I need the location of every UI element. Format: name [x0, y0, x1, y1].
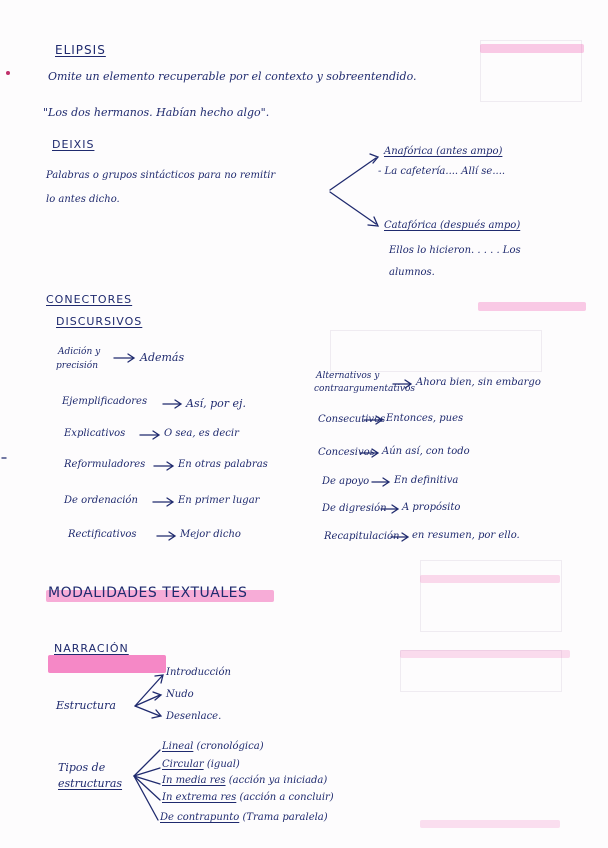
- tipo-note: (cronológica): [196, 741, 264, 752]
- tipo-note: (Trama paralela): [242, 812, 328, 823]
- connector-type: Ejemplificadores: [62, 396, 148, 407]
- connector-example: Mejor dicho: [180, 529, 241, 540]
- tipo-item: [162, 760, 240, 770]
- connector-example: En otras palabras: [178, 459, 268, 470]
- connector-example: Ahora bien, sin embargo: [416, 377, 541, 388]
- anaforica-title: Anafórica (antes ampo): [384, 146, 503, 157]
- modalidades-heading: MODALIDADES TEXTUALES: [48, 585, 248, 601]
- tipo-name: In media res: [162, 775, 226, 786]
- tipo-name: Circular: [162, 759, 204, 770]
- tipo-name: In extrema res: [162, 792, 237, 803]
- connector-type: De digresión: [322, 503, 387, 514]
- deixis-definition-line1: Palabras o grupos sintácticos para no remitir: [46, 170, 276, 181]
- elipsis-heading: ELIPSIS: [55, 43, 106, 57]
- narracion-heading: NARRACIÓN: [54, 642, 129, 655]
- conectores-heading-1: CONECTORES: [46, 293, 133, 306]
- cataforica-title: Catafórica (después ampo): [384, 220, 521, 231]
- tipo-item: [162, 742, 264, 752]
- connector-type: De apoyo: [322, 476, 370, 487]
- elipsis-definition: Omite un elemento recuperable por el contexto y sobreentendido.: [48, 70, 417, 83]
- tipos-label-2: estructuras: [58, 777, 123, 790]
- tipo-note: (igual): [206, 759, 240, 770]
- tipo-name: Lineal: [162, 741, 194, 752]
- connector-example: en resumen, por ello.: [412, 530, 520, 541]
- connector-type: precisión: [56, 361, 99, 371]
- connector-example: Entonces, pues: [386, 413, 464, 424]
- connector-type: Recapitulación: [324, 531, 400, 542]
- connector-example: O sea, es decir: [164, 428, 239, 439]
- connector-example: A propósito: [402, 502, 461, 513]
- cataforica-example-2: alumnos.: [389, 267, 435, 278]
- connector-type: Rectificativos: [68, 529, 137, 540]
- deixis-definition-line2: lo antes dicho.: [46, 194, 120, 205]
- estructura-item: Introducción: [166, 667, 231, 678]
- connector-type: De ordenación: [64, 495, 138, 506]
- connector-type: Consecutivos: [318, 414, 386, 425]
- estructura-item: Nudo: [166, 689, 194, 700]
- tipo-note: (acción a concluir): [239, 792, 334, 803]
- estructura-item: Desenlace.: [166, 711, 222, 722]
- tipos-label-1: Tipos de: [58, 761, 106, 774]
- connector-example: En primer lugar: [178, 495, 260, 506]
- connector-type: Adición y: [58, 347, 101, 357]
- tipo-item: [162, 776, 327, 786]
- connector-example: Además: [140, 351, 185, 364]
- connector-example: En definitiva: [394, 475, 459, 486]
- connector-type: Alternativos y: [316, 371, 380, 381]
- connector-type: Reformuladores: [64, 459, 146, 470]
- connector-example: Aún así, con todo: [382, 446, 470, 457]
- tipo-item: [160, 813, 328, 823]
- tipo-item: [162, 793, 334, 803]
- connector-type: Explicativos: [64, 428, 126, 439]
- tipo-note: (acción ya iniciada): [228, 775, 328, 786]
- deixis-heading: DEIXIS: [52, 138, 95, 151]
- cataforica-example-1: Ellos lo hicieron. . . . . Los: [389, 245, 521, 256]
- tipo-name: De contrapunto: [160, 812, 240, 823]
- elipsis-example: "Los dos hermanos. Habían hecho algo".: [43, 106, 270, 119]
- connector-example: Así, por ej.: [186, 397, 246, 410]
- estructura-label: Estructura: [56, 699, 116, 712]
- connector-type: contraargumentativos: [314, 384, 416, 394]
- anaforica-example: - La cafetería.... Allí se....: [378, 166, 506, 177]
- conectores-heading-2: DISCURSIVOS: [56, 315, 143, 328]
- connector-type: Concesivos: [318, 447, 375, 458]
